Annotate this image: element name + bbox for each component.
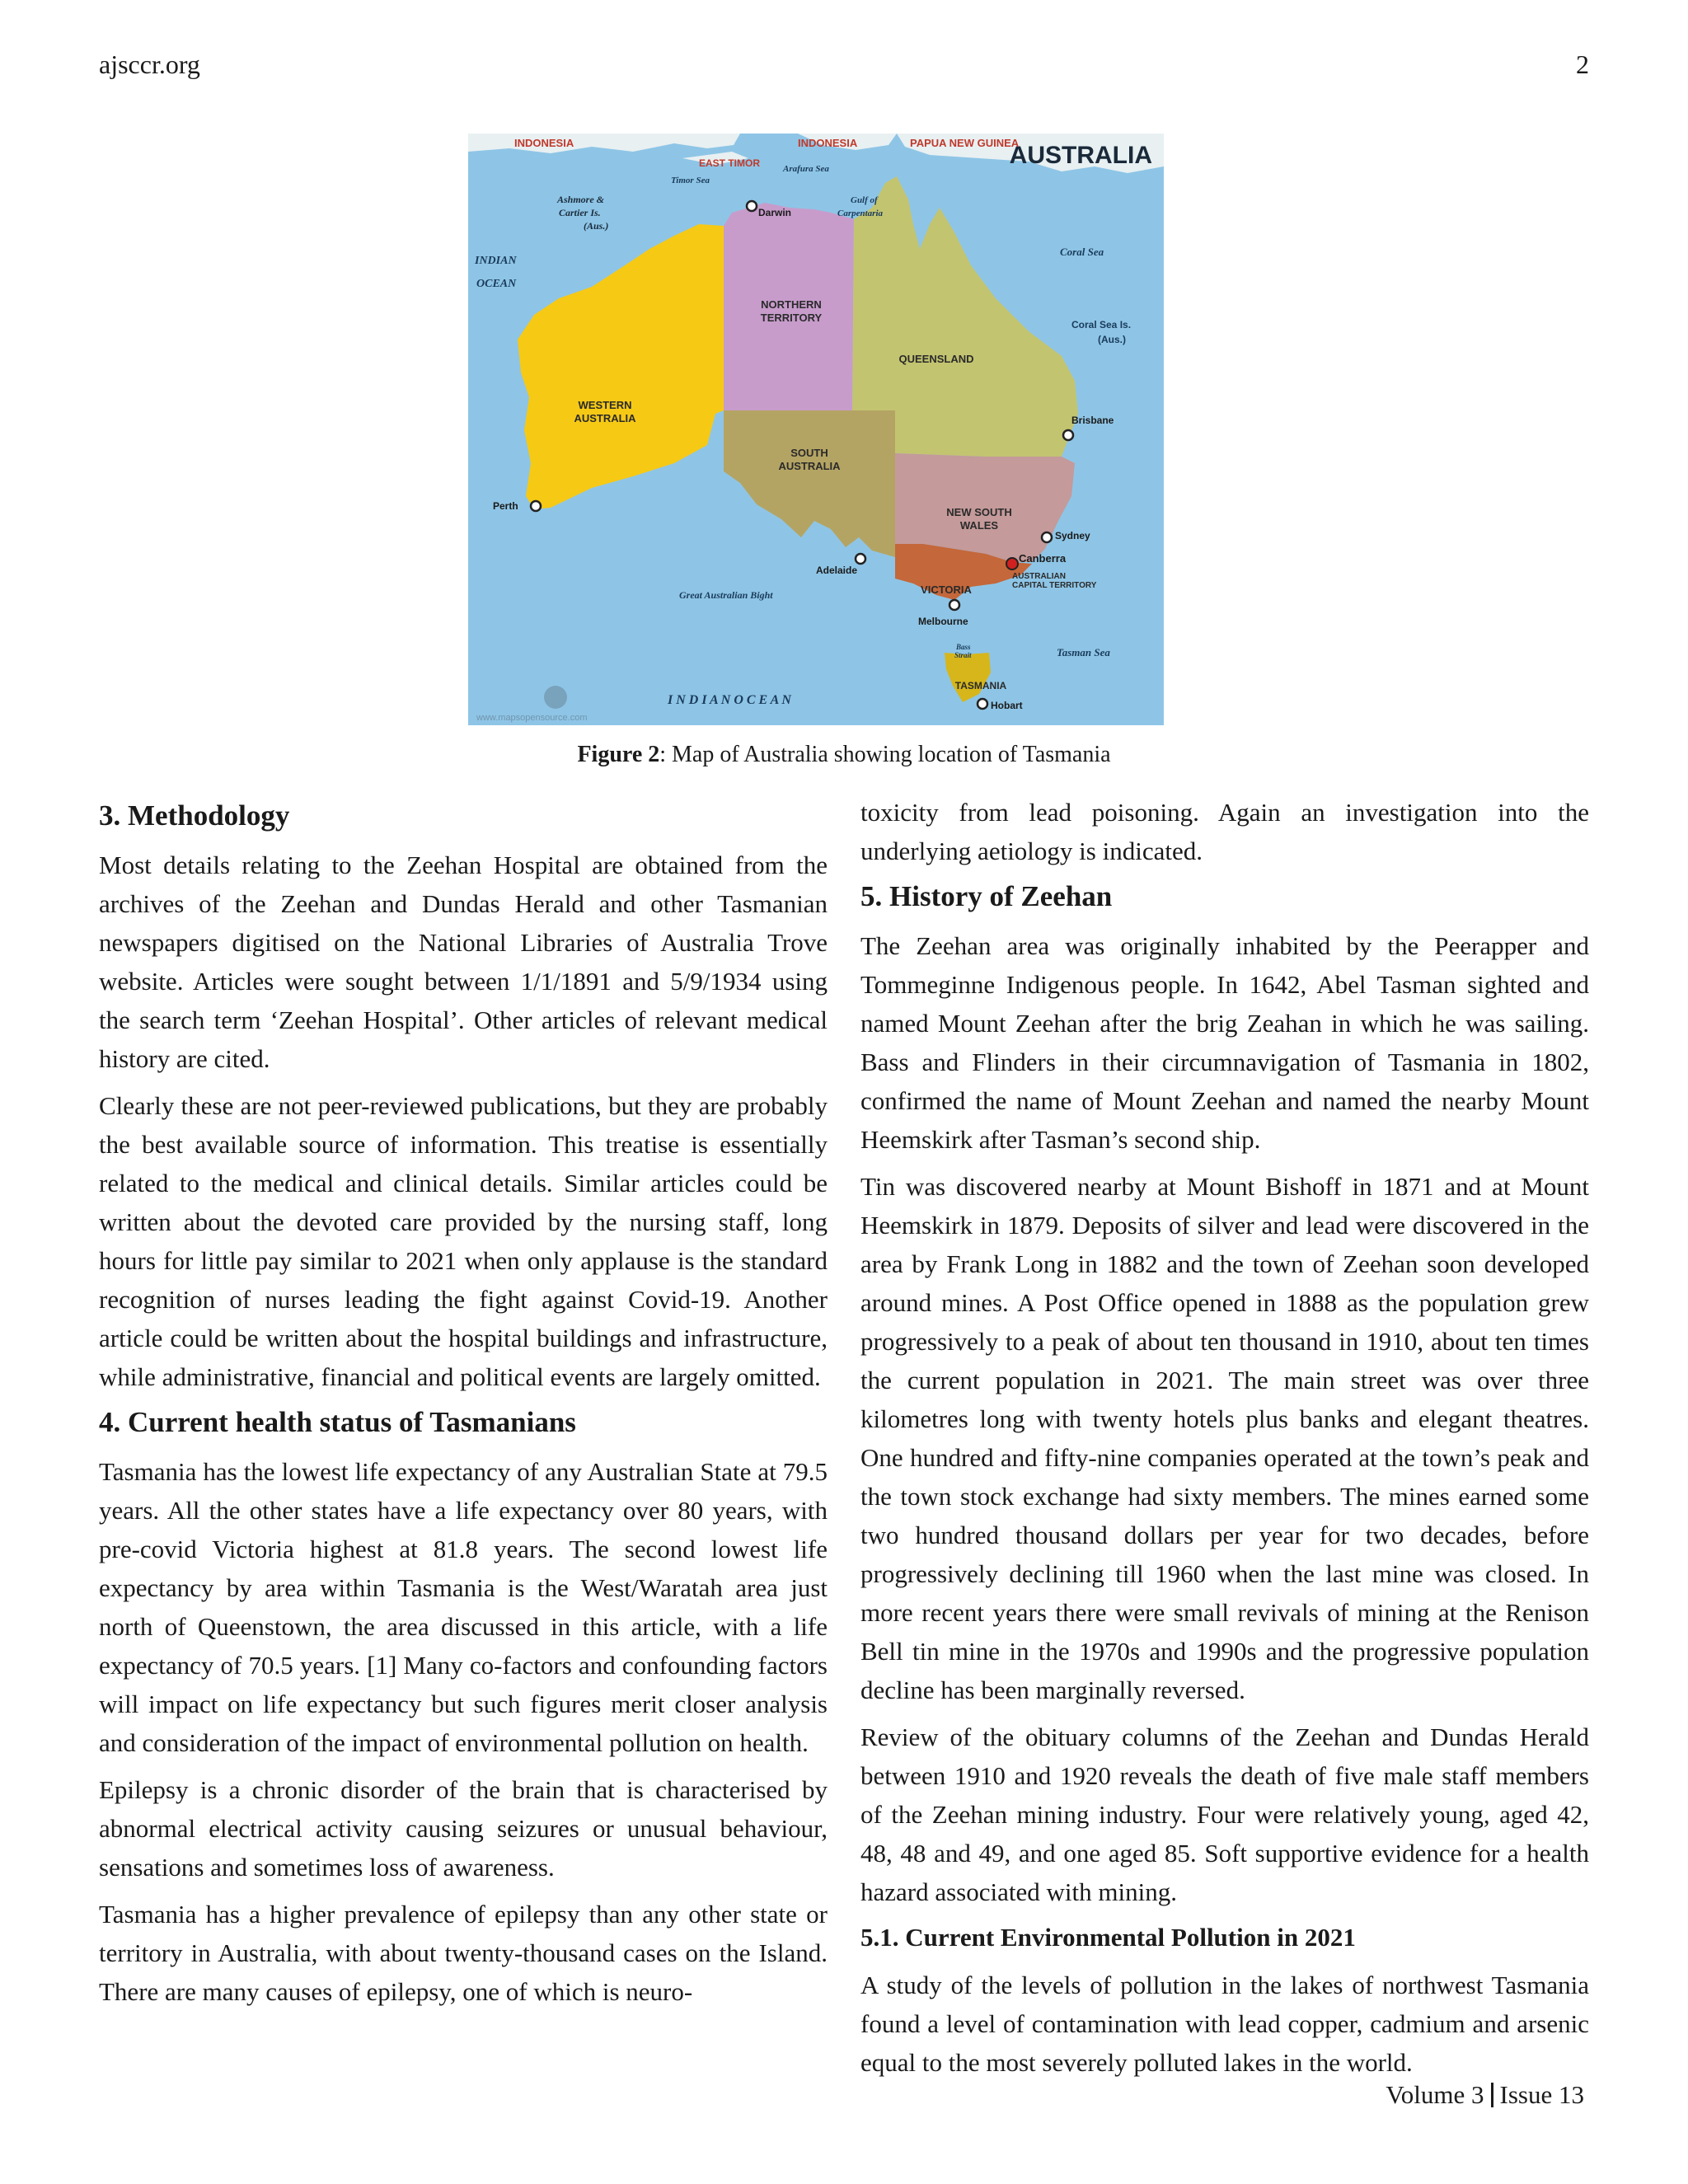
paragraph: Clearly these are not peer-reviewed publications, but they are probably the best available source of information. This treatise is essentially related to the medical and clinical details. Similar articles could be written about the devoted care provided by the nursing staff, long hours for little pay similar to 2021 when only applause is the standard recognition of nurses leading the fight against Covid-19. Another article could be written about the hospital buildings and infrastructure, while administrative, financial and political events are largely omitted. [99, 1091, 828, 1391]
label-adelaide: Adelaide [816, 565, 858, 576]
heading-environmental-pollution: 5.1. Current Environmental Pollution in 2021 [860, 1923, 1356, 1952]
label-hobart: Hobart [991, 700, 1023, 711]
heading-methodology: 3. Methodology [99, 799, 290, 832]
label-ashmore-2: Cartier Is. [559, 207, 601, 218]
label-tasman-sea: Tasman Sea [1057, 646, 1110, 658]
label-arafura-sea: Arafura Sea [783, 164, 829, 174]
label-papua: PAPUA NEW GUINEA [910, 137, 1020, 149]
paragraph: Review of the obituary columns of the Zeehan and Dundas Herald between 1910 and 1920 reveals the death of five male staff members of the Zeehan mining industry. Four were relatively young, aged 42, 48, 48 and 49, and one aged 85. Soft supportive evidence for a health hazard associated with mining. [860, 1722, 1589, 1906]
figure-caption [0, 742, 1688, 768]
paragraph: Tasmania has the lowest life expectancy of any Australian State at 79.5 years. All the other states have a life expectancy over 80 years, with pre-covid Victoria highest at 81.8 years. The second lowest life expectancy by area within Tasmania is the West/Waratah area just north of Queenstown, the area discussed in this article, with a life expectancy of 70.5 years. [1] Many co-factors and confounding factors will impact on life expectancy but such figures merit closer analysis and consideration of the impact of environmental pollution on health. [99, 1457, 828, 1757]
map-title: AUSTRALIA [1009, 142, 1152, 169]
label-ashmore-3: (Aus.) [584, 220, 609, 232]
brisbane-marker [1063, 430, 1073, 440]
label-act-1: AUSTRALIAN [1012, 572, 1066, 581]
sydney-marker [1042, 532, 1052, 542]
label-nt-1: NORTHERN [761, 298, 822, 311]
label-nsw-2: WALES [959, 519, 999, 532]
label-tas: TASMANIA [954, 680, 1007, 691]
paragraph: The Zeehan area was originally inhabited by the Peerapper and Tommeginne Indigenous people. In 1642, Abel Tasman sighted and named Mount Zeehan after the brig Zeahan in which he was sailing. Bass and Flinders in their circumnavigation of Tasmania in 1802, confirmed the name of Mount Zeehan and named the nearby Mount Heemskirk after Tasman’s second ship. [860, 931, 1589, 1154]
label-gulf-2: Carpentaria [837, 209, 884, 218]
page-number: 2 [1576, 49, 1589, 79]
paragraph: Tin was discovered nearby at Mount Bishoff in 1871 and at Mount Heemskirk in 1879. Deposits of silver and lead were discovered in the area by Frank Long in 1882 and the town of Zeehan soon developed around mines. A Post Office opened in 1888 as the population grew progressively to a peak of about ten thousand in 1910, about ten times the current population in 2021. The main street was over three kilometres long with twenty hotels plus banks and elegant theatres. One hundred and fifty-nine companies operated at the town’s peak and the town stock exchange had sixty members. The mines earned some two hundred thousand dollars per year for two decades, before progressively declining till 1960 when the last mine was closed. In more recent years there were small revivals of mining at the Renison Bell tin mine in the 1970s and 1990s and the progressive population decline has been marginally reversed. [860, 1172, 1589, 1704]
label-wa-1: WESTERN [578, 399, 632, 411]
right-column [860, 793, 1589, 2090]
watermark-logo-icon [544, 686, 567, 709]
paragraph: Tasmania has a higher prevalence of epilepsy than any other state or territory in Australia, with about twenty-thousand cases on the Island. There are many causes of epilepsy, one of which is neuro- [99, 1900, 828, 2006]
heading-history-zeehan: 5. History of Zeehan [860, 880, 1113, 912]
left-column [99, 798, 828, 2019]
label-ashmore-1: Ashmore & [557, 194, 605, 205]
label-coral-sea: Coral Sea [1060, 246, 1104, 258]
footer-volume: Volume 3 [1386, 2080, 1484, 2109]
perth-marker [531, 501, 541, 511]
label-indonesia-east: INDONESIA [798, 137, 858, 149]
label-indian-south: I N D I A N O C E A N [668, 693, 791, 707]
label-darwin: Darwin [758, 207, 792, 218]
label-bight: Great Australian Bight [679, 589, 773, 601]
label-coral-is-1: Coral Sea Is. [1071, 319, 1132, 330]
label-canberra: Canberra [1019, 552, 1067, 565]
label-coral-is-2: (Aus.) [1098, 334, 1126, 345]
footer-volume-issue [1386, 2080, 1584, 2110]
site-name: ajsccr.org [99, 49, 200, 79]
figure-label: Figure 2 [577, 742, 660, 767]
label-nt-2: TERRITORY [760, 312, 823, 324]
footer-issue: Issue 13 [1499, 2080, 1584, 2109]
melbourne-marker [950, 600, 959, 610]
australia-map [468, 134, 1164, 725]
label-brisbane: Brisbane [1071, 415, 1114, 426]
label-timor-sea: Timor Sea [671, 176, 710, 185]
canberra-marker [1006, 558, 1018, 569]
label-melbourne: Melbourne [918, 616, 968, 627]
paragraph: A study of the levels of pollution in the lakes of northwest Tasmania found a level of contamination with lead copper, cadmium and arsenic equal to the most severely polluted lakes in the world. [860, 1971, 1589, 2077]
label-wa-2: AUSTRALIA [574, 412, 636, 424]
watermark-text: www.mapsopensource.com [476, 713, 588, 723]
label-east-timor: EAST TIMOR [699, 157, 760, 169]
label-sydney: Sydney [1055, 530, 1090, 541]
label-indonesia-west: INDONESIA [514, 137, 574, 149]
label-act-2: CAPITAL TERRITORY [1012, 581, 1097, 590]
label-sa-2: AUSTRALIA [778, 460, 841, 472]
label-vic: VICTORIA [921, 583, 972, 596]
paragraph: Epilepsy is a chronic disorder of the brain that is characterised by abnormal electrical activity causing seizures or unusual behaviour, sensations and sometimes loss of awareness. [99, 1775, 828, 1882]
heading-health-status: 4. Current health status of Tasmanians [99, 1406, 576, 1438]
label-indian-2: OCEAN [476, 278, 517, 290]
hobart-marker [978, 699, 987, 709]
label-bass-1: Bass [956, 643, 971, 651]
label-qld: QUEENSLAND [898, 353, 974, 365]
paragraph: toxicity from lead poisoning. Again an investigation into the underlying aetiology is indicated. [860, 798, 1589, 865]
figure-caption-text: : Map of Australia showing location of Tasmania [659, 742, 1111, 767]
label-indian-1: INDIAN [475, 255, 517, 267]
footer-divider [1491, 2083, 1493, 2107]
label-gulf-1: Gulf of [851, 195, 878, 205]
label-bass-2: Strait [954, 651, 972, 659]
label-sa-1: SOUTH [790, 447, 828, 459]
paragraph: Most details relating to the Zeehan Hospital are obtained from the archives of the Zeehan and Dundas Herald and other Tasmanian newspapers digitised on the National Libraries of Australia Trove website. Articles were sought between 1/1/1891 and 5/9/1934 using the search term ‘Zeehan Hospital’. Other articles of relevant medical history are cited. [99, 851, 828, 1073]
adelaide-marker [856, 554, 865, 564]
label-nsw-1: NEW SOUTH [946, 506, 1012, 518]
label-perth: Perth [493, 500, 518, 512]
darwin-marker [747, 201, 757, 211]
